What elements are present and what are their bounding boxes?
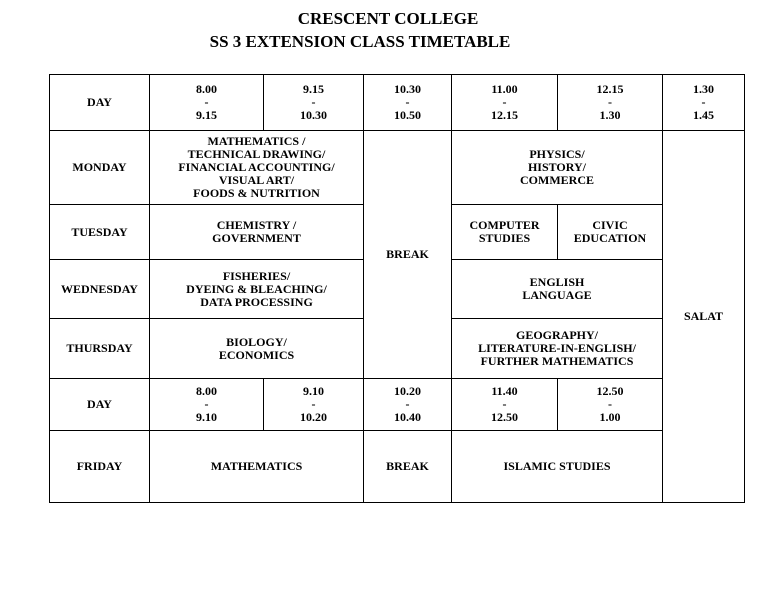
salat-period-header: 1.30 - 1.45 (663, 75, 745, 131)
friday-row (50, 431, 745, 503)
wednesday-morning-subjects: FISHERIES/ DYEING & BLEACHING/ DATA PROCESSING (150, 260, 364, 319)
tuesday-computer-studies: COMPUTER STUDIES (452, 205, 558, 260)
friday-period-2-header: 9.10 - 10.20 (264, 379, 364, 431)
friday-break-cell: BREAK (364, 431, 452, 503)
monday-afternoon-subjects: PHYSICS/ HISTORY/ COMMERCE (452, 131, 663, 205)
tuesday-morning-subjects: CHEMISTRY / GOVERNMENT (150, 205, 364, 260)
friday-period-3-header: 11.40 - 12.50 (452, 379, 558, 431)
friday-morning-subject: MATHEMATICS (150, 431, 364, 503)
period-4-header: 12.15 - 1.30 (558, 75, 663, 131)
monday-row (50, 131, 745, 205)
day-thursday: THURSDAY (50, 319, 150, 379)
day-monday: MONDAY (50, 131, 150, 205)
break-cell: BREAK (364, 131, 452, 379)
day-friday: FRIDAY (50, 431, 150, 503)
school-name: CRESCENT COLLEGE (297, 9, 479, 28)
thursday-afternoon-subjects: GEOGRAPHY/ LITERATURE-IN-ENGLISH/ FURTHER MATHEMATICS (452, 319, 663, 379)
timetable (49, 74, 745, 503)
monday-morning-subjects: MATHEMATICS / TECHNICAL DRAWING/ FINANCIAL ACCOUNTING/ VISUAL ART/ FOODS & NUTRITION (150, 131, 364, 205)
day-wednesday: WEDNESDAY (50, 260, 150, 319)
friday-period-1-header: 8.00 - 9.10 (150, 379, 264, 431)
wednesday-afternoon-subjects: ENGLISH LANGUAGE (452, 260, 663, 319)
day-header: DAY (50, 75, 150, 131)
period-1-header: 8.00 - 9.15 (150, 75, 264, 131)
friday-break-header: 10.20 - 10.40 (364, 379, 452, 431)
friday-header-row (50, 379, 745, 431)
period-2-header: 9.15 - 10.30 (264, 75, 364, 131)
break-period-header: 10.30 - 10.50 (364, 75, 452, 131)
tuesday-civic-education: CIVIC EDUCATION (558, 205, 663, 260)
thursday-morning-subjects: BIOLOGY/ ECONOMICS (150, 319, 364, 379)
salat-cell: SALAT (663, 131, 745, 503)
timetable-title: SS 3 EXTENSION CLASS TIMETABLE (209, 32, 511, 51)
friday-period-4-header: 12.50 - 1.00 (558, 379, 663, 431)
friday-afternoon-subject: ISLAMIC STUDIES (452, 431, 663, 503)
friday-day-header: DAY (50, 379, 150, 431)
header-row (50, 75, 745, 131)
period-3-header: 11.00 - 12.15 (452, 75, 558, 131)
day-tuesday: TUESDAY (50, 205, 150, 260)
